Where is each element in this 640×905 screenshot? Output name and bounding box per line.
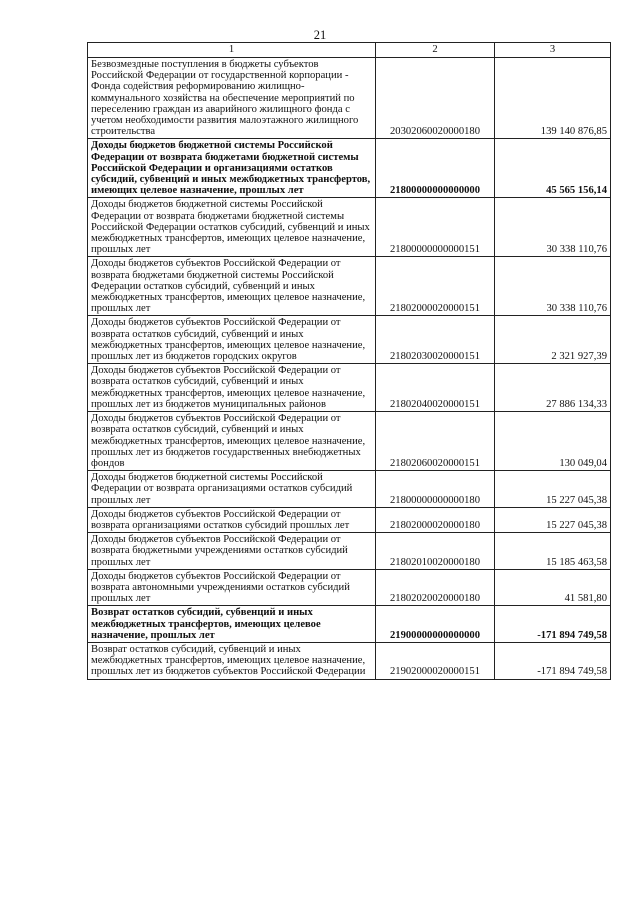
table-row xyxy=(88,316,611,364)
row-amount: 15 185 463,58 xyxy=(495,533,611,570)
row-code: 20302060020000180 xyxy=(376,58,495,139)
row-description: Возврат остатков субсидий, субвенций и иных межбюджетных трансфертов, имеющих целевое назначение, прошлых лет xyxy=(88,606,376,643)
row-amount: 41 581,80 xyxy=(495,569,611,606)
row-code: 21802020020000180 xyxy=(376,569,495,606)
table-row xyxy=(88,198,611,257)
table-row xyxy=(88,533,611,570)
row-description: Доходы бюджетов субъектов Российской Федерации от возврата организациями остатков субсидий прошлых лет xyxy=(88,507,376,532)
table-row xyxy=(88,471,611,508)
column-header-description: 1 xyxy=(88,43,376,58)
budget-table xyxy=(87,42,611,680)
table-row xyxy=(88,412,611,471)
table-row xyxy=(88,257,611,316)
row-amount: -171 894 749,58 xyxy=(495,606,611,643)
row-code: 21900000000000000 xyxy=(376,606,495,643)
row-code: 21802030020000151 xyxy=(376,316,495,364)
table-row xyxy=(88,507,611,532)
row-description: Доходы бюджетов бюджетной системы Российской Федерации от возврата бюджетами бюджетной системы Российской Федерации остатков субсидий, субвенций и иных межбюджетных трансфертов, имеющих целевое назначение, прошлых лет xyxy=(88,198,376,257)
row-amount: -171 894 749,58 xyxy=(495,642,611,679)
row-code: 21802010020000180 xyxy=(376,533,495,570)
row-description: Доходы бюджетов субъектов Российской Федерации от возврата остатков субсидий, субвенций и иных межбюджетных трансфертов, имеющих целевое назначение, прошлых лет из бюджетов государственных внебюджетных фондов xyxy=(88,412,376,471)
header-row xyxy=(88,43,611,58)
row-amount: 130 049,04 xyxy=(495,412,611,471)
row-code: 21800000000000000 xyxy=(376,139,495,198)
table-row xyxy=(88,642,611,679)
row-amount: 27 886 134,33 xyxy=(495,364,611,412)
row-description: Доходы бюджетов бюджетной системы Российской Федерации от возврата бюджетами бюджетной системы Российской Федерации и организациями остатков субсидий, субвенций и иных межбюджетных трансфертов, имеющих целевое назначение, прошлых лет xyxy=(88,139,376,198)
row-amount: 30 338 110,76 xyxy=(495,198,611,257)
row-code: 21802000020000180 xyxy=(376,507,495,532)
row-amount: 45 565 156,14 xyxy=(495,139,611,198)
page-number: 21 xyxy=(313,28,327,42)
row-code: 21800000000000180 xyxy=(376,471,495,508)
row-amount: 2 321 927,39 xyxy=(495,316,611,364)
row-amount: 139 140 876,85 xyxy=(495,58,611,139)
table-row xyxy=(88,364,611,412)
table-row xyxy=(88,58,611,139)
row-description: Доходы бюджетов субъектов Российской Федерации от возврата бюджетными учреждениями остатков субсидий прошлых лет xyxy=(88,533,376,570)
row-description: Возврат остатков субсидий, субвенций и иных межбюджетных трансфертов, имеющих целевое назначение, прошлых лет из бюджетов субъектов Российской Федерации xyxy=(88,642,376,679)
row-code: 21802040020000151 xyxy=(376,364,495,412)
row-description: Доходы бюджетов субъектов Российской Федерации от возврата автономными учреждениями остатков субсидий прошлых лет xyxy=(88,569,376,606)
row-description: Безвозмездные поступления в бюджеты субъектов Российской Федерации от государственной корпорации - Фонда содействия реформированию жилищно-коммунального хозяйства на обеспечение мероприятий по переселению граждан из аварийного жилищного фонда с учетом необходимости развития малоэтажного жилищного строительства xyxy=(88,58,376,139)
row-code: 21800000000000151 xyxy=(376,198,495,257)
row-amount: 15 227 045,38 xyxy=(495,471,611,508)
row-description: Доходы бюджетов субъектов Российской Федерации от возврата бюджетами бюджетной системы Российской Федерации остатков субсидий, субвенций и иных межбюджетных трансфертов, имеющих целевое назначение, прошлых лет xyxy=(88,257,376,316)
row-amount: 15 227 045,38 xyxy=(495,507,611,532)
row-description: Доходы бюджетов субъектов Российской Федерации от возврата остатков субсидий, субвенций и иных межбюджетных трансфертов, имеющих целевое назначение, прошлых лет из бюджетов городских округов xyxy=(88,316,376,364)
row-description: Доходы бюджетов бюджетной системы Российской Федерации от возврата организациями остатков субсидий прошлых лет xyxy=(88,471,376,508)
table-row xyxy=(88,139,611,198)
row-code: 21902000020000151 xyxy=(376,642,495,679)
column-header-code: 2 xyxy=(376,43,495,58)
row-code: 21802000020000151 xyxy=(376,257,495,316)
row-description: Доходы бюджетов субъектов Российской Федерации от возврата остатков субсидий, субвенций и иных межбюджетных трансфертов, имеющих целевое назначение, прошлых лет из бюджетов муниципальных районов xyxy=(88,364,376,412)
row-amount: 30 338 110,76 xyxy=(495,257,611,316)
table-row xyxy=(88,606,611,643)
column-header-amount: 3 xyxy=(495,43,611,58)
table-row xyxy=(88,569,611,606)
row-code: 21802060020000151 xyxy=(376,412,495,471)
